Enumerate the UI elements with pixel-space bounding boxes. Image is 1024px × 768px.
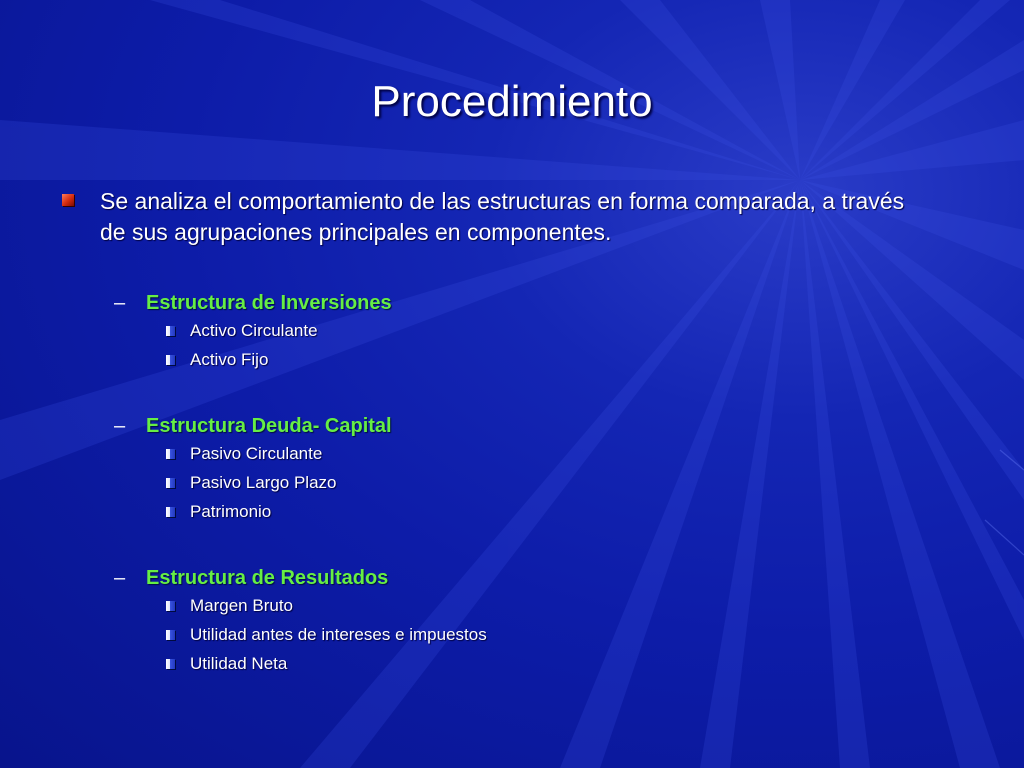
slide-title: Procedimiento xyxy=(371,77,653,126)
dash-bullet: – xyxy=(114,415,126,437)
list-item-label: Activo Fijo xyxy=(190,350,269,369)
group-resultados xyxy=(114,564,814,679)
list-item xyxy=(114,440,814,469)
list-item xyxy=(114,317,814,346)
list-item-label: Utilidad Neta xyxy=(190,654,288,673)
group-deuda-capital xyxy=(114,412,814,527)
list-item xyxy=(114,498,814,527)
group-heading xyxy=(114,412,814,440)
list-item xyxy=(114,650,814,679)
square-bullet-icon xyxy=(166,478,175,488)
list-item-label: Patrimonio xyxy=(190,502,272,521)
list-item-label: Pasivo Largo Plazo xyxy=(190,473,337,492)
group-heading xyxy=(114,289,814,317)
square-bullet-icon xyxy=(166,630,175,640)
list-item-label: Margen Bruto xyxy=(190,596,293,615)
square-bullet-icon xyxy=(166,326,175,336)
intro-text: Se analiza el comportamiento de las estructuras en forma comparada, a través de sus agrupaciones principales en componentes. xyxy=(100,188,905,245)
dash-bullet: – xyxy=(114,292,126,314)
list-item-label: Pasivo Circulante xyxy=(190,444,323,463)
list-item xyxy=(114,621,814,650)
group-heading xyxy=(114,564,814,592)
group-inversiones xyxy=(114,289,814,375)
heading-label: Estructura de Inversiones xyxy=(146,292,392,314)
list-item xyxy=(114,469,814,498)
list-item xyxy=(114,346,814,375)
intro-bullet xyxy=(62,186,932,248)
square-bullet-icon xyxy=(166,355,175,365)
square-bullet-icon xyxy=(166,449,175,459)
heading-label: Estructura de Resultados xyxy=(146,567,389,589)
list-item-label: Utilidad antes de intereses e impuestos xyxy=(190,625,487,644)
list-item-label: Activo Circulante xyxy=(190,321,318,340)
list-item xyxy=(114,592,814,621)
square-bullet-icon xyxy=(166,659,175,669)
square-bullet-icon xyxy=(166,507,175,517)
square-bullet-icon xyxy=(166,601,175,611)
dash-bullet: – xyxy=(114,567,126,589)
heading-label: Estructura Deuda- Capital xyxy=(146,415,392,437)
red-square-bullet-icon xyxy=(62,194,74,206)
